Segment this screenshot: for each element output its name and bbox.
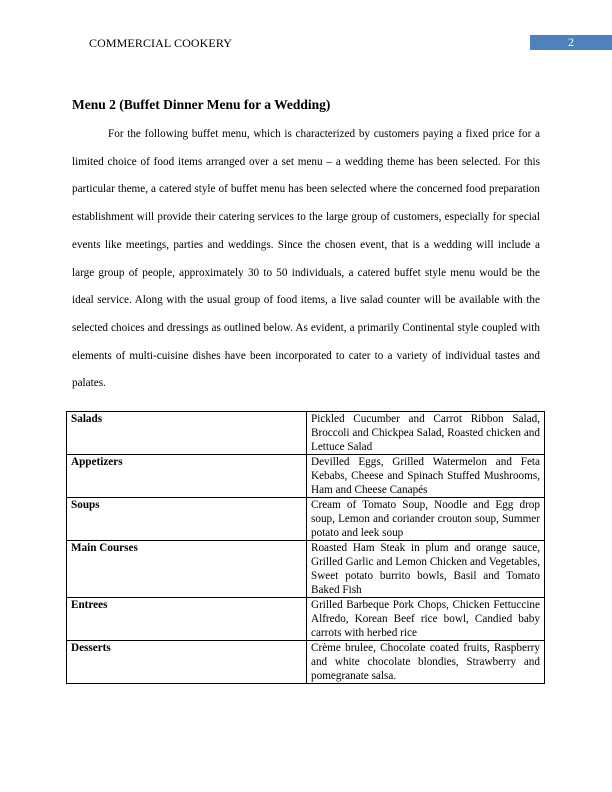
table-row	[67, 412, 545, 455]
menu-items: Roasted Ham Steak in plum and orange sauce, Grilled Garlic and Lemon Chicken and Vegetables, Sweet potato burrito bowls, Basil and Tomato Baked Fish	[307, 541, 545, 598]
page-number: 2	[530, 35, 612, 50]
menu-category: Main Courses	[67, 541, 307, 598]
menu-category: Appetizers	[67, 455, 307, 498]
menu-items: Pickled Cucumber and Carrot Ribbon Salad, Broccoli and Chickpea Salad, Roasted chicken and Lettuce Salad	[307, 412, 545, 455]
body-paragraph: For the following buffet menu, which is characterized by customers paying a fixed price for a limited choice of food items arranged over a set menu – a wedding theme has been selected. For this particular theme, a catered style of buffet menu has been selected where the concerned food preparation establishment will provide their catering services to the large group of customers, especially for special events like meetings, parties and weddings. Since the chosen event, that is a wedding will include a large group of people, approximately 30 to 50 individuals, a catered buffet style menu would be the ideal service. Along with the usual group of food items, a live salad counter will be available with the selected choices and dressings as outlined below. As evident, a primarily Continental style coupled with elements of multi-cuisine dishes have been incorporated to cater to a variety of individual tastes and palates.	[72, 128, 540, 390]
table-row	[67, 498, 545, 541]
menu-items: Grilled Barbeque Pork Chops, Chicken Fettuccine Alfredo, Korean Beef rice bowl, Candied baby carrots with herbed rice	[307, 598, 545, 641]
menu-category: Soups	[67, 498, 307, 541]
menu-category: Entrees	[67, 598, 307, 641]
menu-items: Cream of Tomato Soup, Noodle and Egg drop soup, Lemon and coriander crouton soup, Summer potato and leek soup	[307, 498, 545, 541]
table-row	[67, 641, 545, 684]
table-row	[67, 598, 545, 641]
menu-table	[66, 411, 545, 684]
menu-category: Desserts	[67, 641, 307, 684]
section-heading: Menu 2 (Buffet Dinner Menu for a Wedding)	[72, 97, 331, 112]
menu-items: Crème brulee, Chocolate coated fruits, Raspberry and white chocolate blondies, Strawberry and pomegranate salsa.	[307, 641, 545, 684]
menu-category: Salads	[67, 412, 307, 455]
menu-items: Devilled Eggs, Grilled Watermelon and Feta Kebabs, Cheese and Spinach Stuffed Mushrooms, Ham and Cheese Canapés	[307, 455, 545, 498]
running-head: COMMERCIAL COOKERY	[89, 36, 233, 50]
table-row	[67, 455, 545, 498]
table-row	[67, 541, 545, 598]
